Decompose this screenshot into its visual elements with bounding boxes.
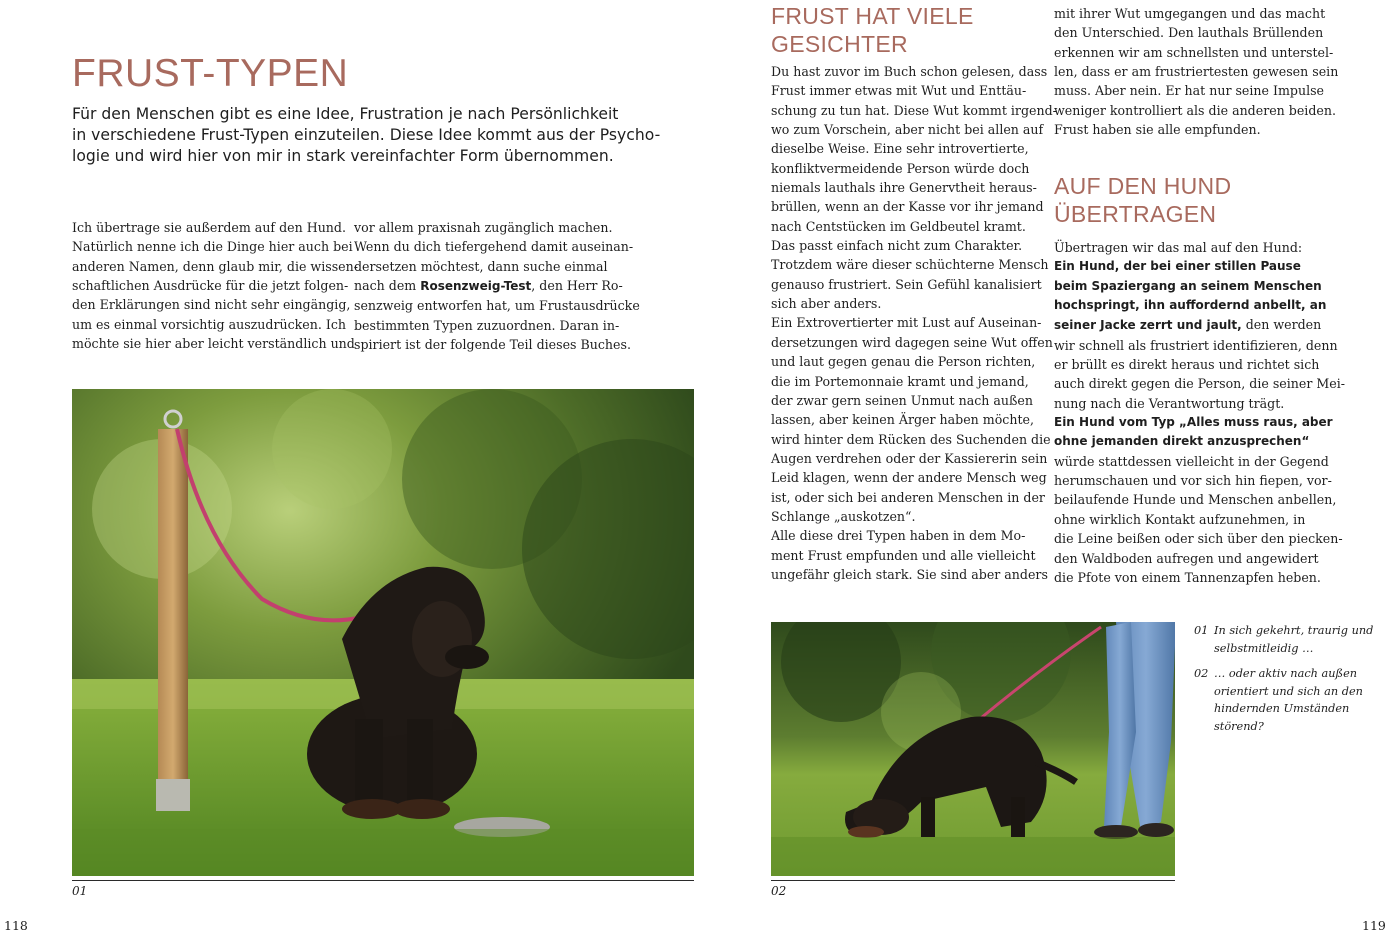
body-line: Ich übertrage sie außerdem auf den Hund. [72, 220, 346, 235]
body-line: schaftlichen Ausdrücke für die jetzt folgen- [72, 278, 349, 294]
left-body-column-2 [354, 218, 640, 354]
caption-line: selbstmitleidig … [1214, 641, 1314, 655]
body-line: den Unterschied. Den lauthals Brüllenden [1054, 25, 1324, 41]
body-line: len, dass er am frustriertesten gewesen sein [1054, 64, 1339, 80]
figure-number: 02 [771, 884, 787, 898]
body-line: Übertragen wir das mal auf den Hund: [1054, 240, 1303, 255]
photo-pulling-dog [771, 622, 1175, 876]
body-line: schung zu tun hat. Diese Wut kommt irgend- [771, 102, 1057, 118]
caption-02 [1194, 665, 1384, 735]
body-line: die Pfote von einem Tannenzapfen heben. [1054, 569, 1321, 585]
body-line: nung nach die Verantwortung trägt. [1054, 395, 1285, 411]
body-line: die Leine beißen oder sich über den piecken- [1054, 531, 1343, 547]
body-line-bold: hochspringt, ihn auffordernd anbellt, an [1054, 298, 1327, 313]
body-line: dersetzen möchtest, dann suche einmal [354, 258, 608, 274]
body-line: brüllen, wenn an der Kasse vor ihr jemand [771, 199, 1044, 215]
lead-paragraph [72, 104, 661, 167]
caption-line: hindernden Umständen [1214, 702, 1350, 715]
body-line: auch direkt gegen die Person, die seiner Mei- [1054, 376, 1345, 392]
body-line: beilaufende Hunde und Menschen anbellen, [1054, 492, 1337, 508]
body-line: senzweig entworfen hat, um Frustausdrücke [354, 298, 640, 314]
body-line-bold: ohne jemanden direkt anzusprechen“ [1054, 434, 1310, 449]
figure-rule [771, 880, 1175, 881]
body-line: der zwar gern seinen Unmut nach außen [771, 392, 1033, 408]
body-text: den werden [1241, 317, 1322, 333]
body-line: Wenn du dich tiefergehend damit auseinan- [354, 239, 634, 255]
body-line: nach Centstücken im Geldbeutel kramt. [771, 218, 1026, 234]
caption-01 [1194, 622, 1384, 657]
body-line-bold: beim Spaziergang an seinem Menschen [1054, 278, 1322, 293]
body-line: Frust immer etwas mit Wut und Enttäu- [771, 83, 1027, 99]
caption-number: 02 [1194, 667, 1209, 680]
body-line: den Waldboden aufregen und angewidert [1054, 550, 1319, 566]
body-line: genauso frustriert. Sein Gefühl kanalisiert [771, 276, 1042, 292]
figure-number: 01 [72, 884, 88, 898]
body-line: erkennen wir am schnellsten und unterstel- [1054, 44, 1334, 60]
body-line: konfliktvermeidende Person würde doch [771, 160, 1030, 176]
body-line: muss. Aber nein. Er hat nur seine Impulse [1054, 83, 1325, 99]
page-title: FRUST-TYPEN [72, 52, 349, 95]
body-line: Frust haben sie alle empfunden. [1054, 122, 1261, 138]
caption-line: In sich gekehrt, traurig und [1214, 624, 1374, 637]
body-line: sich aber anders. [771, 296, 882, 312]
body-line: herumschauen und vor sich hin fiepen, vor- [1054, 473, 1332, 489]
page-number-right: 119 [1362, 918, 1386, 933]
body-line: niemals lauthals ihre Genervtheit heraus- [771, 180, 1037, 196]
photo-sitting-dog [72, 389, 694, 876]
body-line: Augen verdrehen oder der Kassiererin sein [771, 450, 1048, 466]
body-line: möchte sie hier aber leicht verständlich und [72, 336, 355, 352]
body-line-bold: Ein Hund vom Typ „Alles muss raus, aber [1054, 415, 1333, 430]
body-line: Schlange „auskotzen“. [771, 508, 916, 524]
right-body-column-2 [1054, 4, 1339, 139]
lead-line: logie und wird hier von mir in stark vereinfachter Form übernommen. [72, 147, 614, 165]
body-line: wir schnell als frustriert identifizieren, denn [1054, 337, 1338, 353]
body-line: Ein Extrovertierter mit Lust auf Auseinan- [771, 315, 1042, 331]
caption-line: störend? [1214, 719, 1264, 733]
body-line [354, 276, 630, 296]
body-line: Natürlich nenne ich die Dinge hier auch bei [72, 239, 353, 255]
body-line: weniger kontrolliert als die anderen beiden. [1054, 102, 1336, 118]
body-line: um es einmal vorsichtig auszudrücken. Ich [72, 316, 346, 332]
lead-line: Für den Menschen gibt es eine Idee, Frustration je nach Persönlichkeit [72, 105, 619, 123]
body-line: Alle diese drei Typen haben in dem Mo- [771, 528, 1026, 544]
body-line: vor allem praxisnah zugänglich machen. [354, 220, 613, 235]
body-text: , den Herr Ro- [531, 278, 623, 294]
heading-line: ÜBERTRAGEN [1054, 201, 1217, 227]
body-line-bold: Ein Hund, der bei einer stillen Pause [1054, 259, 1301, 274]
body-line: bestimmten Typen zuzuordnen. Daran in- [354, 317, 620, 333]
caption-number: 01 [1194, 624, 1209, 637]
figure-rule [72, 880, 694, 881]
body-line [1054, 315, 1324, 335]
page-number-left: 118 [4, 918, 28, 933]
caption-line: … oder aktiv nach außen [1214, 667, 1358, 680]
figure-captions [1194, 622, 1384, 743]
body-line: mit ihrer Wut umgegangen und das macht [1054, 6, 1326, 21]
caption-line: orientiert und sich an den [1214, 684, 1363, 698]
section-heading-auf-den-hund [1054, 172, 1231, 228]
body-line: Leid klagen, wenn der andere Mensch weg [771, 470, 1047, 486]
body-line: lassen, aber keinen Ärger haben möchte, [771, 412, 1034, 428]
body-line: spiriert ist der folgende Teil dieses Buches. [354, 337, 631, 353]
body-text-bold: seiner Jacke zerrt und jault, [1054, 318, 1242, 333]
body-line: ohne wirklich Kontakt aufzunehmen, in [1054, 511, 1306, 527]
lead-line: in verschiedene Frust-Typen einzuteilen. Diese Idee kommt aus der Psycho- [72, 126, 661, 144]
heading-line: AUF DEN HUND [1054, 173, 1232, 199]
rosenzweig-test-term: Rosenzweig-Test [420, 279, 532, 294]
body-line: den Erklärungen sind nicht sehr eingängig, [72, 297, 351, 313]
left-body-column-1 [72, 218, 358, 353]
right-body-column-3 [1054, 238, 1345, 587]
body-line: dersetzungen wird dagegen seine Wut offen [771, 334, 1053, 350]
section-heading-frust-gesichter [771, 2, 974, 58]
heading-line: FRUST HAT VIELE [771, 3, 974, 29]
body-line: wo zum Vorschein, aber nicht bei allen auf [771, 122, 1044, 138]
body-line: dieselbe Weise. Eine sehr introvertierte, [771, 141, 1029, 157]
body-line: würde stattdessen vielleicht in der Gegend [1054, 453, 1329, 469]
right-body-column-1 [771, 62, 1057, 584]
body-line: und laut gegen genau die Person richten, [771, 354, 1036, 370]
body-line: Das passt einfach nicht zum Charakter. [771, 238, 1023, 254]
body-text: nach dem [354, 278, 421, 294]
body-line: wird hinter dem Rücken des Suchenden die [771, 431, 1051, 447]
body-line: die im Portemonnaie kramt und jemand, [771, 373, 1029, 389]
body-line: er brüllt es direkt heraus und richtet sich [1054, 357, 1320, 373]
body-line: Trotzdem wäre dieser schüchterne Mensch [771, 257, 1049, 273]
body-line: Du hast zuvor im Buch schon gelesen, dass [771, 64, 1048, 79]
body-line: ment Frust empfunden und alle vielleicht [771, 547, 1036, 563]
body-line: ist, oder sich bei anderen Menschen in der [771, 489, 1045, 505]
body-line: ungefähr gleich stark. Sie sind aber anders [771, 566, 1048, 582]
heading-line: GESICHTER [771, 31, 908, 57]
body-line: anderen Namen, denn glaub mir, die wissen- [72, 258, 358, 274]
